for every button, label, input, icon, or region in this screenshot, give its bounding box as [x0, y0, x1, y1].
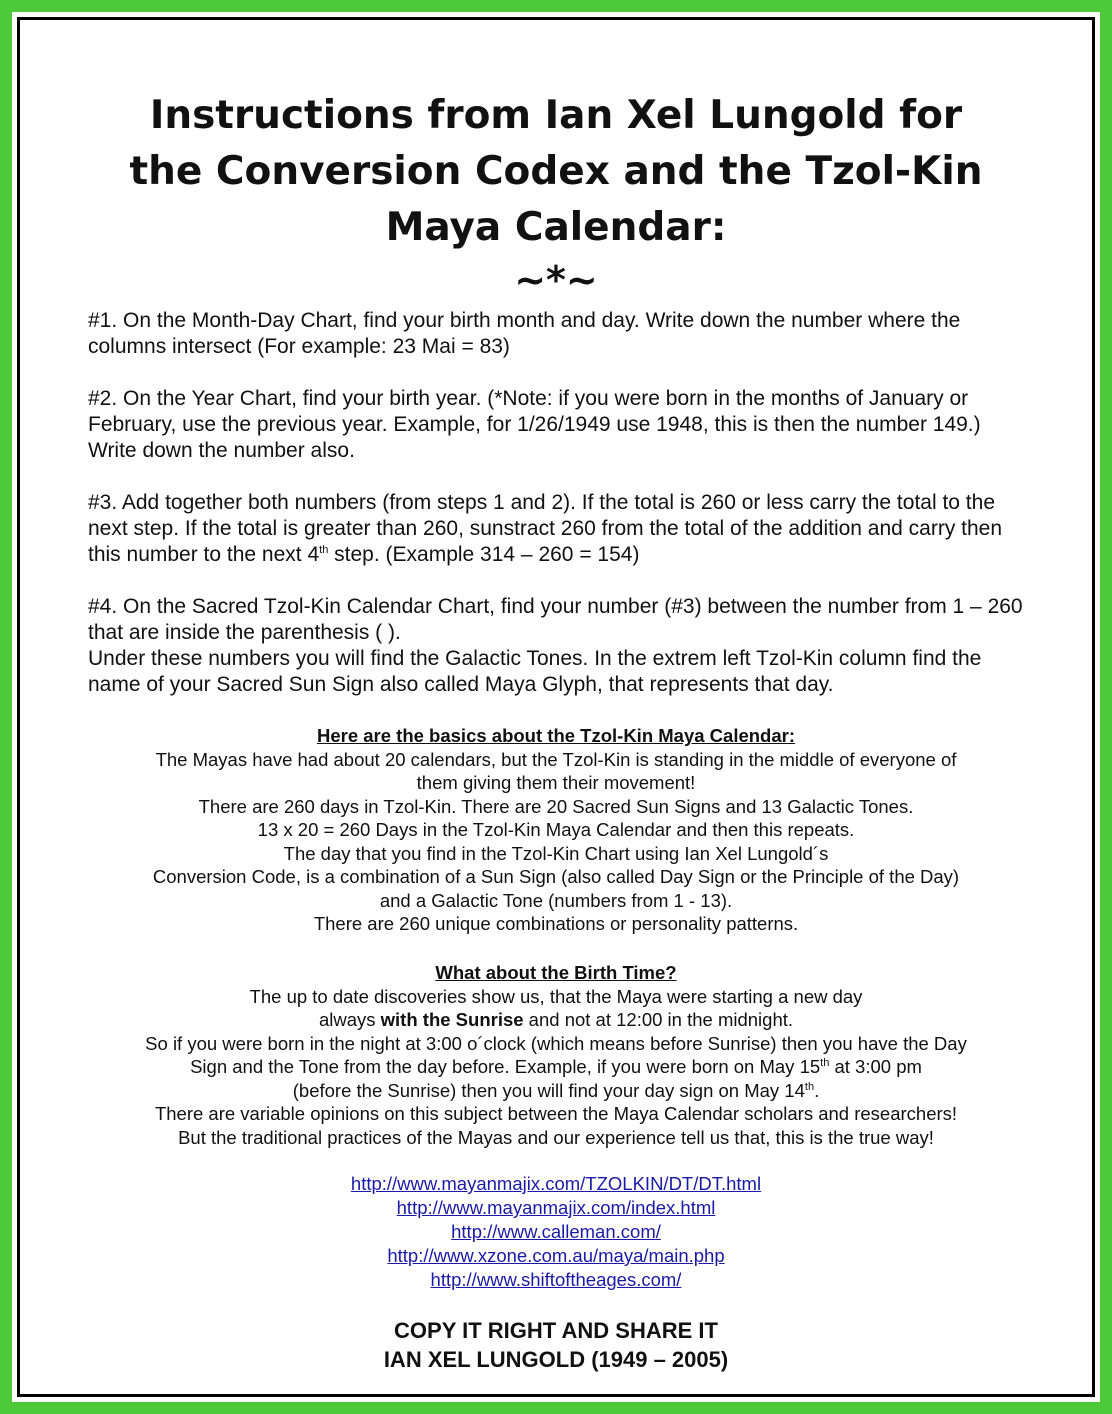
birth-time-heading: What about the Birth Time? — [435, 962, 677, 983]
birth-time-line: and not at 12:00 in the midnight. — [523, 1009, 794, 1030]
basics-line: The day that you find in the Tzol-Kin Chart using Ian Xel Lungold´s — [283, 842, 829, 864]
link-calleman[interactable]: http://www.calleman.com/ — [451, 1221, 661, 1242]
link-mayanmajix-index[interactable]: http://www.mayanmajix.com/index.html — [396, 1197, 716, 1218]
footer-line-2: IAN XEL LUNGOLD (1949 – 2005) — [383, 1347, 729, 1372]
step-3-text-end: step. (Example 314 – 260 = 154) — [328, 543, 640, 566]
birth-time-line: But the traditional practices of the Mayas and our experience tell us that, this is the true way! — [178, 1126, 934, 1148]
basics-line: There are 260 days in Tzol-Kin. There are 20 Sacred Sun Signs and 13 Galactic Tones. — [198, 795, 914, 817]
title-line-2: the Conversion Codex and the Tzol-Kin — [129, 149, 983, 194]
step-4 — [88, 594, 1033, 698]
title-line-1: Instructions from Ian Xel Lungold for — [149, 93, 963, 138]
birth-time-line: There are variable opinions on this subject between the Maya Calendar scholars and researchers! — [154, 1103, 958, 1124]
basics-line: There are 260 unique combinations or personality patterns. — [313, 913, 799, 934]
step-2: #2. On the Year Chart, find your birth year. (*Note: if you were born in the months of January or February, use the previous year. Example, for 1/26/1949 use 1948, this is then the number 149.) Write down the number also. — [88, 387, 981, 462]
footer — [70, 1316, 1042, 1374]
birth-time-line: Sign and the Tone from the day before. Example, if you were born on May 15 — [190, 1056, 821, 1077]
basics-line: and a Galactic Tone (numbers from 1 - 13). — [379, 889, 733, 911]
basics-line: The Mayas have had about 20 calendars, but the Tzol-Kin is standing in the middle of everyone of — [155, 748, 957, 770]
step-3-sup: th — [319, 544, 329, 556]
link-shiftoftheages[interactable]: http://www.shiftoftheages.com/ — [430, 1269, 682, 1290]
birth-time-line: . — [814, 1079, 820, 1101]
birth-time-line: The up to date discoveries show us, that the Maya were starting a new day — [249, 985, 863, 1007]
step-4-text: #4. On the Sacred Tzol-Kin Calendar Chart, find your number (#3) between the number from 1 – 260 that are inside the parenthesis ( ). — [88, 595, 1023, 644]
birth-time-sup: th — [820, 1056, 830, 1069]
birth-time-bold: with the Sunrise — [380, 1009, 524, 1030]
links-list — [70, 1172, 1042, 1292]
link-mayanmajix-dt[interactable]: http://www.mayanmajix.com/TZOLKIN/DT/DT.html — [350, 1173, 762, 1194]
basics-line: them giving them their movement! — [416, 772, 696, 793]
birth-time-line: So if you were born in the night at 3:00 o´clock (which means before Sunrise) then you have the Day — [145, 1032, 967, 1054]
birth-time-line: at 3:00 pm — [829, 1056, 922, 1077]
birth-time-sup: th — [804, 1080, 815, 1093]
basics-line: 13 x 20 = 260 Days in the Tzol-Kin Maya Calendar and then this repeats. — [257, 819, 855, 840]
birth-time-line: always — [318, 1009, 381, 1030]
step-4-text-cont: Under these numbers you will find the Galactic Tones. In the extrem left Tzol-Kin column find the name of your Sacred Sun Sign also called Maya Glyph, that represents that day. — [88, 647, 982, 696]
basics-heading: Here are the basics about the Tzol-Kin Maya Calendar: — [316, 725, 796, 746]
step-3 — [88, 490, 1033, 568]
step-1: #1. On the Month-Day Chart, find your birth month and day. Write down the number where the columns intersect (For example: 23 Mai = 83) — [88, 309, 961, 358]
step-3-text: #3. Add together both numbers (from steps 1 and 2). If the total is 260 or less carry the total to the next step. If the total is greater than 260, sunstract 260 from the total of the addition and carry then this number to the next 4 — [88, 491, 1003, 566]
page-title — [60, 88, 1052, 256]
ornament: ~*~ — [514, 258, 598, 302]
title-line-3: Maya Calendar: — [385, 205, 727, 250]
footer-line-1: COPY IT RIGHT AND SHARE IT — [394, 1318, 718, 1343]
basics-section — [70, 724, 1042, 936]
birth-time-section — [70, 961, 1042, 1149]
link-xzone[interactable]: http://www.xzone.com.au/maya/main.php — [387, 1245, 725, 1266]
basics-line: Conversion Code, is a combination of a Sun Sign (also called Day Sign or the Principle of the Day) — [152, 866, 960, 887]
birth-time-line: (before the Sunrise) then you will find your day sign on May 14 — [292, 1079, 805, 1101]
